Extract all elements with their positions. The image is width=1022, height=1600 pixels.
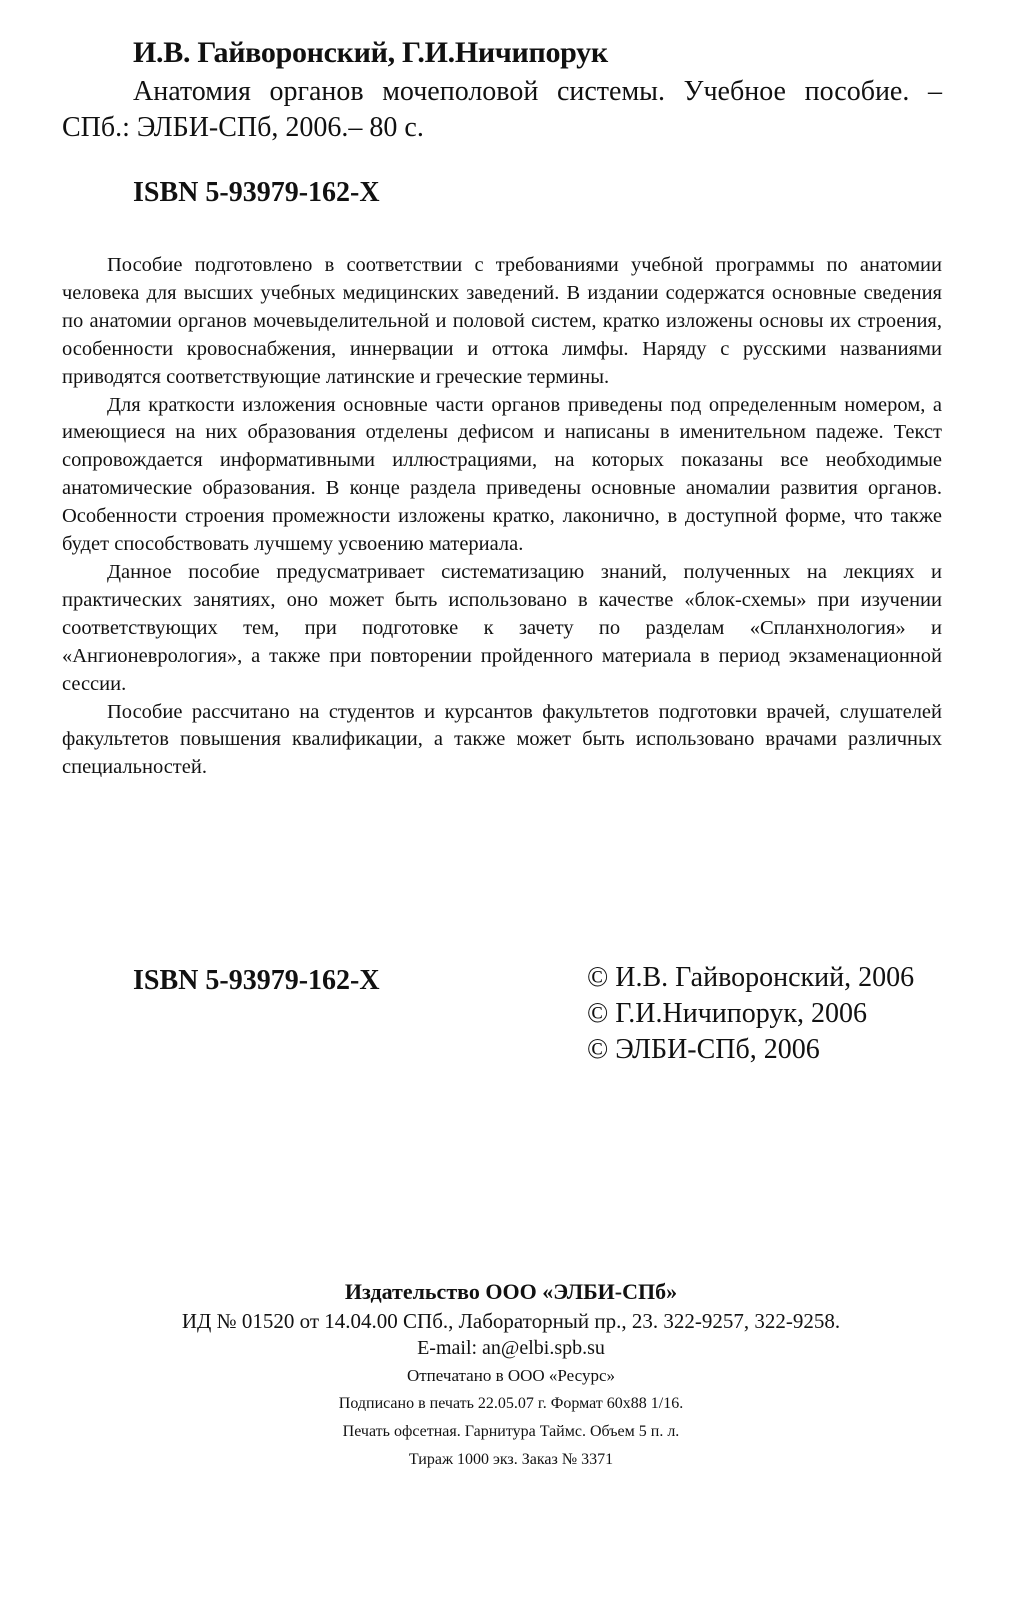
- annotation-paragraph: Пособие подготовлено в соответствии с требованиями учебной программы по анатомии человека для высших учебных медицинских заведений. В издании содержатся основные сведения по анатомии органов мочевыделительной и половой систем, кратко изложены основы их строения, особенности кровоснабжения, иннервации и оттока лимфы. Наряду с русскими названиями приводятся соответствующие латинские и греческие термины.: [62, 254, 942, 388]
- annotation-paragraph: Для краткости изложения основные части органов приведены под определенным номером, а имеющиеся на них образования отделены дефисом и написаны в именительном падеже. Текст сопровождается информативными иллюстрациями, на которых показаны все необходимые анатомические образования. В конце раздела приведены основные аномалии развития органов. Особенности строения промежности изложены кратко, лаконично, в доступной форме, что также будет способствовать лучшему усвоению материала.: [62, 393, 942, 556]
- copyright-line: © И.В. Гайворонский, 2006: [587, 962, 915, 993]
- printed-by: Отпечатано в ООО «Ресурс»: [406, 1366, 616, 1385]
- isbn-bottom: ISBN 5-93979-162-X: [133, 965, 380, 996]
- copyright-line: © ЭЛБИ-СПб, 2006: [587, 1034, 820, 1065]
- copyright-line: © Г.И.Ничипорук, 2006: [587, 998, 868, 1029]
- annotation: [62, 252, 942, 782]
- print-run: Тираж 1000 экз. Заказ № 3371: [408, 1451, 614, 1468]
- annotation-paragraph: Данное пособие предусматривает систематизацию знаний, полученных на лекциях и практических занятиях, оно может быть использовано в качестве «блок-схемы» при изучении соответствующих тем, при подготовке к зачету по разделам «Спланхнология» и «Ангионеврология», а также при повторении пройденного материала в период экзаменационной сессии.: [62, 560, 942, 695]
- signed-to-print: Подписано в печать 22.05.07 г. Формат 60x88 1/16.: [338, 1395, 684, 1412]
- authors-line: И.В. Гайворонский, Г.И.Ничипорук: [133, 36, 608, 69]
- publisher-imprint: [61, 1276, 961, 1474]
- print-info: Печать офсетная. Гарнитура Таймс. Объем 5 п. л.: [342, 1423, 680, 1440]
- publisher-license: ИД № 01520 от 14.04.00 СПб., Лабораторный пр., 23. 322-9257, 322-9258.: [181, 1309, 841, 1333]
- bibliographic-citation: Анатомия органов мочеполовой системы. Учебное пособие. – СПб.: ЭЛБИ-СПб, 2006.– 80 с.: [62, 76, 942, 143]
- isbn-top: ISBN 5-93979-162-X: [133, 177, 380, 208]
- publisher-name: Издательство ООО «ЭЛБИ-СПб»: [344, 1279, 678, 1304]
- annotation-paragraph: Пособие рассчитано на студентов и курсантов факультетов подготовки врачей, слушателей факультетов повышения квалификации, а также может быть использовано врачами различных специальностей.: [62, 700, 942, 779]
- copyright-block: [587, 960, 914, 1068]
- publisher-email: E-mail: an@elbi.spb.su: [417, 1337, 605, 1359]
